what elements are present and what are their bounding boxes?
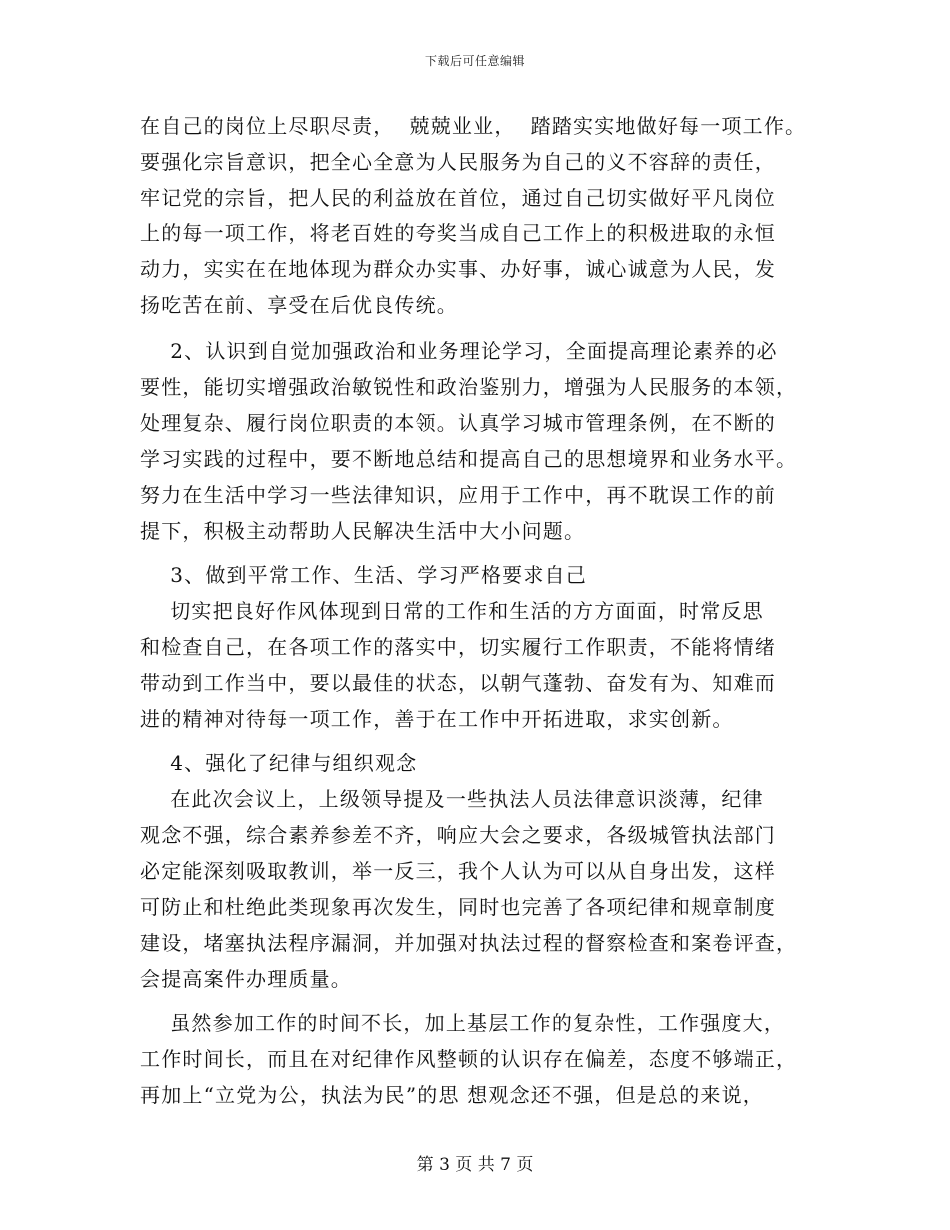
body-line: 工作时间长，而且在对纪律作风整顿的认识存在偏差，态度不够端正， [140, 1047, 798, 1071]
body-line: 进的精神对待每一项工作，善于在工作中开拓进取，求实创新。 [140, 707, 734, 731]
body-line: 虽然参加工作的时间不长，加上基层工作的复杂性，工作强度大， [140, 1011, 786, 1035]
body-line: 在此次会议上，上级领导提及一些执法人员法律意识淡薄，纪律 [140, 787, 764, 811]
body-line: 和检查自己，在各项工作的落实中，切实履行工作职责，不能将情绪 [140, 635, 776, 659]
body-line: 观念不强，综合素养参差不齐，响应大会之要求，各级城管执法部门 [140, 823, 776, 847]
body-line: 会提高案件办理质量。 [140, 967, 352, 991]
body-line: 必定能深刻吸取教训，举一反三，我个人认为可以从自身出发，这样 [140, 859, 776, 883]
body-line: 学习实践的过程中，要不断地总结和提高自己的思想境界和业务水平。 [140, 447, 798, 471]
body-line: 努力在生活中学习一些法律知识，应用于工作中，再不耽误工作的前 [140, 483, 776, 507]
page-number: 第 3 页 共 7 页 [416, 1155, 534, 1175]
body-line: 4、强化了纪律与组织观念 [140, 751, 418, 775]
body-line: 带动到工作当中，要以最佳的状态，以朝气蓬勃、奋发有为、知难而 [140, 671, 776, 695]
body-line: 上的每一项工作，将老百姓的夸奖当成自己工作上的积极进取的永恒 [140, 221, 776, 245]
body-line: 牢记党的宗旨，把人民的利益放在首位，通过自己切实做好平凡岗位 [140, 186, 776, 210]
body-line: 处理复杂、履行岗位职责的本领。认真学习城市管理条例，在不断的 [140, 411, 776, 435]
body-line: 切实把良好作风体现到日常的工作和生活的方方面面，时常反思 [140, 599, 764, 623]
body-line: 建设，堵塞执法程序漏洞，并加强对执法过程的督察检查和案卷评查， [140, 931, 798, 955]
body-line: 3、做到平常工作、生活、学习严格要求自己 [140, 563, 587, 587]
body-line: 可防止和杜绝此类现象再次发生，同时也完善了各项纪律和规章制度 [140, 895, 776, 919]
body-line: 扬吃苦在前、享受在后优良传统。 [140, 293, 458, 317]
body-line: 再加上“立党为公，执法为民”的思 想观念还不强，但是总的来说， [140, 1083, 765, 1107]
body-line: 提下，积极主动帮助人民解决生活中大小问题。 [140, 519, 586, 543]
page-header-note: 下载后可任意编辑 [424, 54, 525, 68]
body-line: 在自己的岗位上尽职尽责， 兢兢业业， 踏踏实实地做好每一项工作。 [140, 114, 807, 138]
body-line: 要强化宗旨意识，把全心全意为人民服务为自己的义不容辞的责任， [140, 150, 776, 174]
body-line: 2、认识到自觉加强政治和业务理论学习，全面提高理论素养的必 [140, 339, 778, 363]
body-line: 要性，能切实增强政治敏锐性和政治鉴别力，增强为人民服务的本领， [140, 375, 798, 399]
body-line: 动力，实实在在地体现为群众办实事、办好事，诚心诚意为人民，发 [140, 257, 776, 281]
